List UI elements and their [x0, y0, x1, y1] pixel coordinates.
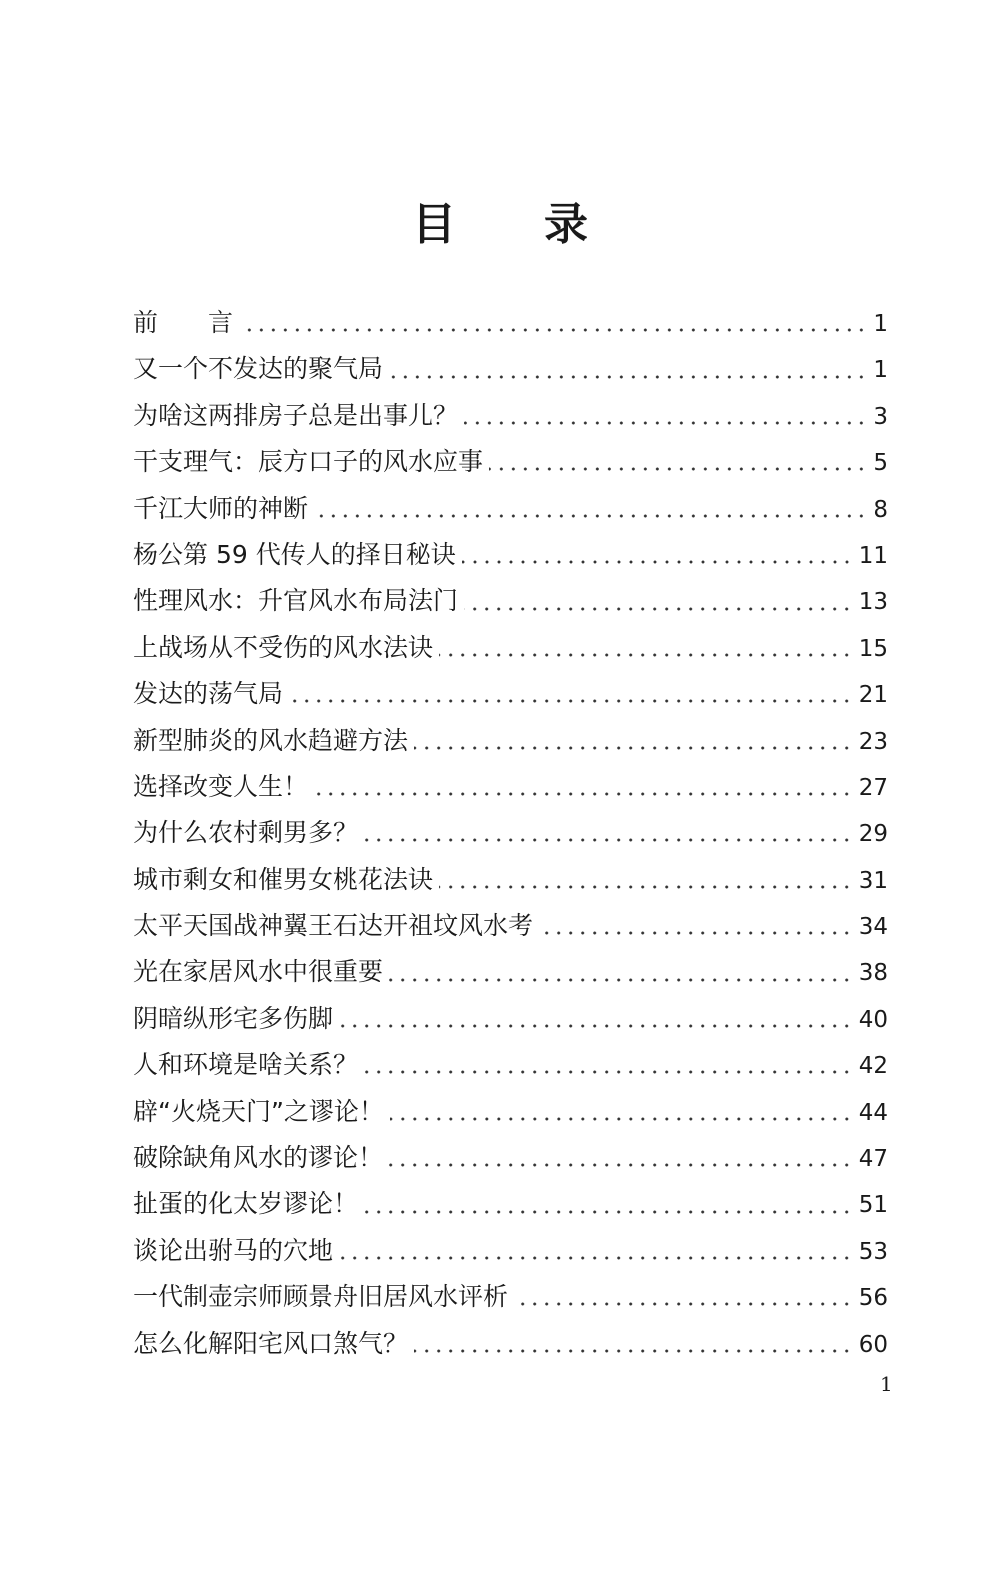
dot-leader	[314, 514, 867, 518]
toc-entry-page: 27	[858, 774, 888, 801]
toc-entry	[133, 346, 888, 392]
toc-entry	[133, 300, 888, 346]
toc-entry-title: 怎么化解阳宅风口煞气？	[133, 1328, 409, 1358]
toc-entry	[133, 857, 888, 903]
toc-entry-page: 34	[858, 914, 888, 941]
toc-entry-page: 15	[858, 635, 888, 662]
toc-entry-page: 60	[858, 1331, 888, 1358]
dot-leader	[364, 1070, 853, 1074]
dot-leader	[289, 699, 853, 703]
toc-entry-title: 人和环境是啥关系？	[133, 1050, 359, 1080]
toc-entry-title: 为什么农村剩男多？	[133, 818, 359, 848]
toc-entry-title: 发达的荡气局	[133, 679, 284, 709]
toc-entry	[133, 1042, 888, 1088]
toc-entry-title: 谈论出驸马的穴地	[133, 1235, 334, 1265]
toc-entry	[133, 1135, 888, 1181]
toc-entry	[133, 1274, 888, 1320]
toc-entry-title: 辟“火烧天门”之谬论！	[133, 1096, 384, 1126]
toc-entry-title: 阴暗纵形宅多伤脚	[133, 1003, 334, 1033]
dot-leader	[389, 1163, 853, 1167]
dot-leader	[464, 607, 853, 611]
toc-entry-page: 8	[873, 496, 888, 523]
toc-entry-page: 53	[858, 1238, 888, 1265]
toc-entry	[133, 718, 888, 764]
toc-entry-title: 破除缺角风水的谬论！	[133, 1143, 384, 1173]
toc-entry-page: 31	[858, 867, 888, 894]
toc-entry-title: 选择改变人生！	[133, 771, 309, 801]
toc-entry-title: 千江大师的神断	[133, 493, 309, 523]
toc-entry-page: 13	[858, 589, 888, 616]
toc-entry-title: 新型肺炎的风水趋避方法	[133, 725, 409, 755]
toc-entry-title: 又一个不发达的聚气局	[133, 354, 384, 384]
dot-leader	[514, 1302, 853, 1306]
dot-leader	[464, 421, 867, 425]
toc-entry-page: 51	[858, 1192, 888, 1219]
toc-entry-page: 3	[873, 403, 888, 430]
toc-entry	[133, 486, 888, 532]
toc-entry-page: 1	[873, 357, 888, 384]
toc-entry	[133, 625, 888, 671]
toc-entry-page: 5	[873, 450, 888, 477]
toc-entry-title: 光在家居风水中很重要	[133, 957, 384, 987]
dot-leader	[389, 978, 853, 982]
toc-entry-title: 一代制壶宗师顾景舟旧居风水评析	[133, 1282, 509, 1312]
toc-entry-page: 11	[858, 542, 888, 569]
toc-entry	[133, 1089, 888, 1135]
toc-entry	[133, 393, 888, 439]
toc-entry-page: 29	[858, 821, 888, 848]
dot-leader	[414, 1349, 853, 1353]
toc-entry-page: 40	[858, 1006, 888, 1033]
toc-entry	[133, 764, 888, 810]
dot-leader	[364, 1210, 853, 1214]
toc-entry-page: 47	[858, 1146, 888, 1173]
dot-leader	[439, 885, 853, 889]
page-number: 1	[880, 1372, 893, 1396]
toc-entry	[133, 996, 888, 1042]
toc-entry-title: 杨公第 59 代传人的择日秘诀	[133, 539, 456, 569]
toc-entry-title: 干支理气：辰方口子的风水应事	[133, 447, 484, 477]
toc-entry	[133, 1181, 888, 1227]
toc-entry-page: 21	[858, 682, 888, 709]
dot-leader	[414, 746, 853, 750]
toc-entry-page: 44	[858, 1099, 888, 1126]
dot-leader	[339, 1024, 853, 1028]
toc-entry-title: 性理风水：升官风水布局法门	[133, 586, 459, 616]
dot-leader	[389, 375, 867, 379]
dot-leader	[364, 838, 853, 842]
dot-leader	[390, 1117, 853, 1121]
toc-entry	[133, 578, 888, 624]
toc-entry-title: 前 言	[133, 308, 234, 337]
toc-entry	[133, 949, 888, 995]
toc-entry-title: 太平天国战神翼王石达开祖坟风水考	[133, 911, 534, 941]
dot-leader	[539, 931, 853, 935]
toc-entry-page: 42	[858, 1053, 888, 1080]
toc-entry	[133, 903, 888, 949]
dot-leader	[339, 1256, 853, 1260]
toc-entry	[133, 439, 888, 485]
toc-entry-page: 1	[873, 311, 888, 337]
dot-leader	[439, 653, 853, 657]
page-title: 目 录	[412, 199, 588, 250]
dot-leader	[314, 792, 853, 796]
table-of-contents	[133, 300, 888, 1367]
toc-entry-title: 城市剩女和催男女桃花法诀	[133, 864, 434, 894]
toc-entry	[133, 1321, 888, 1367]
dot-leader	[239, 328, 867, 332]
toc-entry-page: 23	[858, 728, 888, 755]
dot-leader	[489, 467, 867, 471]
toc-entry-title: 为啥这两排房子总是出事儿？	[133, 400, 459, 430]
toc-entry-page: 38	[858, 960, 888, 987]
toc-entry-title: 上战场从不受伤的风水法诀	[133, 632, 434, 662]
dot-leader	[462, 560, 853, 564]
toc-entry	[133, 1228, 888, 1274]
toc-entry	[133, 810, 888, 856]
toc-entry	[133, 532, 888, 578]
toc-entry	[133, 671, 888, 717]
toc-entry-title: 扯蛋的化太岁谬论！	[133, 1189, 359, 1219]
toc-entry-page: 56	[858, 1285, 888, 1312]
